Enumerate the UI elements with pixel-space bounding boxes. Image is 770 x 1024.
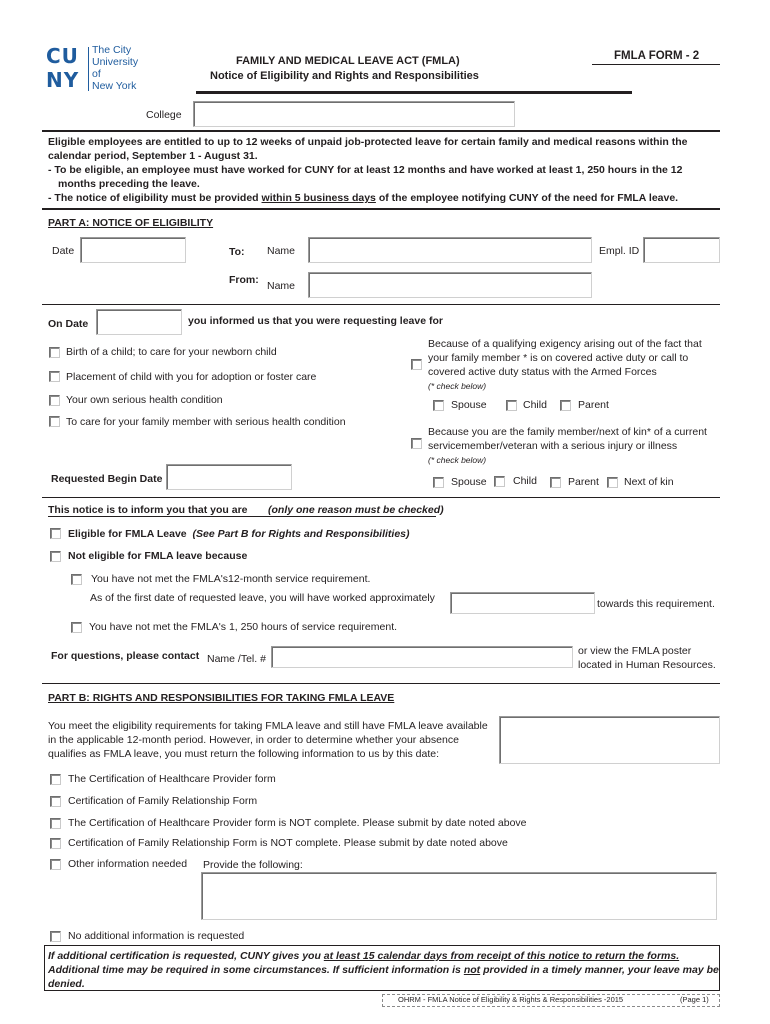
relationship-incomplete-checkbox[interactable] bbox=[50, 838, 61, 849]
notice-underline bbox=[48, 516, 436, 517]
from-name-field[interactable] bbox=[308, 272, 592, 298]
not-met-hours-checkbox[interactable] bbox=[71, 622, 82, 633]
logo-letters-bottom: NY bbox=[46, 68, 80, 92]
notice-inform-text: This notice is to inform you that you are bbox=[48, 504, 248, 516]
intro-line-5-emphasis: within 5 business days bbox=[261, 192, 376, 204]
footer-note-line-1-a: If additional certification is requested, CUNY gives you bbox=[48, 950, 324, 962]
intro-line-5-c: of the employee notifying CUNY of the need for FMLA leave. bbox=[375, 192, 679, 204]
exigency-parent-label: Parent bbox=[578, 399, 609, 411]
footer-note-line-1 bbox=[48, 950, 679, 962]
kin-parent-label: Parent bbox=[568, 476, 599, 488]
part-b-para-line-1: You meet the eligibility requirements for taking FMLA leave and still have FMLA leave available bbox=[48, 720, 488, 732]
date-field[interactable] bbox=[80, 237, 186, 263]
not-eligible-checkbox[interactable] bbox=[50, 551, 61, 562]
exigency-child-checkbox[interactable] bbox=[506, 400, 517, 411]
other-info-label: Other information needed bbox=[68, 858, 188, 870]
part-b-para-line-3: qualifies as FMLA leave, you must return the following information to us by this date: bbox=[48, 748, 440, 760]
intro-line-1: Eligible employees are entitled to up to 12 weeks of unpaid job-protected leave for certain family and medical reasons within the bbox=[48, 136, 688, 148]
reason-placement-label: Placement of child with you for adoption or foster care bbox=[66, 371, 317, 383]
provide-label: Provide the following: bbox=[203, 859, 303, 871]
towards-text: towards this requirement. bbox=[597, 598, 715, 610]
form-title: FAMILY AND MEDICAL LEAVE ACT (FMLA) bbox=[236, 55, 460, 67]
healthcare-incomplete-label: The Certification of Healthcare Provider form is NOT complete. Please submit by date noted above bbox=[68, 817, 527, 829]
college-field[interactable] bbox=[193, 101, 515, 127]
relationship-incomplete-label: Certification of Family Relationship Form is NOT complete. Please submit by date noted above bbox=[68, 837, 508, 849]
to-label: To: bbox=[229, 246, 245, 258]
check-below-1: (* check below) bbox=[428, 381, 487, 391]
requested-begin-label: Requested Begin Date bbox=[51, 473, 163, 485]
logo-line-3: of bbox=[92, 68, 101, 80]
exigency-parent-checkbox[interactable] bbox=[560, 400, 571, 411]
exigency-line-2: your family member * is on covered active duty or call to bbox=[428, 352, 689, 364]
footer-note-line-2 bbox=[48, 964, 719, 976]
part-a-divider bbox=[42, 304, 720, 305]
eligible-checkbox[interactable] bbox=[50, 528, 61, 539]
exigency-child-label: Child bbox=[523, 399, 547, 411]
page-number: (Page 1) bbox=[680, 995, 709, 1004]
logo-line-1: The City bbox=[92, 44, 132, 56]
provide-following-field[interactable] bbox=[201, 872, 717, 920]
footer-note-line-2-c: provided in a timely manner, your leave may be bbox=[480, 964, 719, 976]
logo-line-4: New York bbox=[92, 80, 137, 92]
footer-note-line-1-b: at least 15 calendar days from receipt of this notice to return the forms. bbox=[323, 950, 680, 962]
other-info-checkbox[interactable] bbox=[50, 859, 61, 870]
not-met-12-month-label: You have not met the FMLA's12-month service requirement. bbox=[91, 573, 371, 585]
healthcare-incomplete-checkbox[interactable] bbox=[50, 818, 61, 829]
part-b-para-line-2: in the applicable 12-month period. However, in order to determine whether your absence bbox=[48, 734, 459, 746]
footer-note-line-2-a: Additional time may be required in some circumstances. If sufficient information is bbox=[48, 964, 464, 976]
part-b-heading: PART B: RIGHTS AND RESPONSIBILITIES FOR TAKING FMLA LEAVE bbox=[48, 692, 395, 704]
kin-parent-checkbox[interactable] bbox=[550, 477, 561, 488]
return-by-date-field[interactable] bbox=[499, 716, 720, 764]
eligible-label bbox=[68, 528, 410, 540]
kin-line-1: Because you are the family member/next of kin* of a current bbox=[428, 426, 707, 438]
from-label: From: bbox=[229, 274, 259, 286]
logo-line-2: University bbox=[92, 56, 139, 68]
kin-next-of-kin-checkbox[interactable] bbox=[607, 477, 618, 488]
reason-own-health-checkbox[interactable] bbox=[49, 395, 60, 406]
empl-id-field[interactable] bbox=[643, 237, 720, 263]
exigency-spouse-label: Spouse bbox=[451, 399, 487, 411]
intro-line-4: months preceding the leave. bbox=[58, 178, 200, 190]
name-tel-label: Name /Tel. # bbox=[207, 653, 266, 665]
healthcare-provider-label: The Certification of Healthcare Provider form bbox=[68, 773, 276, 785]
kin-child-checkbox[interactable] bbox=[494, 476, 505, 487]
intro-line-3: - To be eligible, an employee must have worked for CUNY for at least 12 months and have worked at least 1, 250 hours in the 12 bbox=[48, 164, 683, 176]
on-date-label: On Date bbox=[48, 318, 89, 330]
exigency-spouse-checkbox[interactable] bbox=[433, 400, 444, 411]
intro-bottom-rule bbox=[42, 208, 720, 210]
family-relationship-checkbox[interactable] bbox=[50, 796, 61, 807]
from-name-label: Name bbox=[267, 280, 296, 292]
informed-text: you informed us that you were requesting leave for bbox=[188, 315, 443, 327]
part-b-divider bbox=[42, 683, 720, 684]
questions-label: For questions, please contact bbox=[51, 650, 200, 662]
eligibility-divider bbox=[42, 497, 720, 498]
only-one-note: (only one reason must be checked) bbox=[268, 504, 444, 516]
exigency-line-1: Because of a qualifying exigency arising out of the fact that bbox=[428, 338, 702, 350]
kin-spouse-label: Spouse bbox=[451, 476, 487, 488]
intro-top-rule bbox=[42, 130, 720, 132]
date-label: Date bbox=[52, 245, 75, 257]
no-additional-checkbox[interactable] bbox=[50, 931, 61, 942]
contact-name-tel-field[interactable] bbox=[271, 646, 573, 668]
requested-begin-field[interactable] bbox=[166, 464, 292, 490]
kin-spouse-checkbox[interactable] bbox=[433, 477, 444, 488]
reason-exigency-checkbox[interactable] bbox=[411, 359, 422, 370]
reason-birth-checkbox[interactable] bbox=[49, 347, 60, 358]
hours-worked-field[interactable] bbox=[450, 592, 595, 614]
form-id: FMLA FORM - 2 bbox=[614, 50, 700, 62]
form-subtitle: Notice of Eligibility and Rights and Responsibilities bbox=[210, 70, 479, 82]
poster-line-2: located in Human Resources. bbox=[578, 659, 716, 671]
intro-line-5 bbox=[48, 192, 678, 204]
header-rule bbox=[196, 91, 632, 94]
logo-divider bbox=[88, 47, 89, 91]
family-relationship-label: Certification of Family Relationship Form bbox=[68, 795, 258, 807]
form-id-rule bbox=[592, 64, 720, 65]
empl-id-label: Empl. ID bbox=[599, 245, 640, 257]
not-met-hours-label: You have not met the FMLA's 1, 250 hours of service requirement. bbox=[89, 621, 398, 633]
reason-placement-checkbox[interactable] bbox=[49, 371, 60, 382]
footer-note-line-2-b: not bbox=[463, 964, 481, 976]
footer-note-line-3: denied. bbox=[48, 978, 85, 990]
to-name-field[interactable] bbox=[308, 237, 592, 263]
college-label: College bbox=[146, 109, 182, 121]
intro-line-2: calendar period, September 1 - August 31. bbox=[48, 150, 258, 162]
eligible-label-text: Eligible for FMLA Leave bbox=[68, 528, 187, 540]
eligible-note: (See Part B for Rights and Responsibilities) bbox=[192, 528, 410, 540]
exigency-line-3: covered active duty status with the Armed Forces bbox=[428, 366, 657, 378]
kin-line-2: servicemember/veteran with a serious injury or illness bbox=[428, 440, 678, 452]
healthcare-provider-checkbox[interactable] bbox=[50, 774, 61, 785]
logo-letters-top: CU bbox=[46, 44, 79, 68]
form-reference: OHRM - FMLA Notice of Eligibility & Rights & Responsibilities -2015 bbox=[398, 995, 624, 1004]
reason-birth-label: Birth of a child; to care for your newborn child bbox=[66, 346, 277, 358]
intro-line-5-a: - The notice of eligibility must be provided bbox=[48, 192, 262, 204]
reason-family-health-label: To care for your family member with serious health condition bbox=[66, 416, 346, 428]
kin-child-label: Child bbox=[513, 475, 537, 487]
not-met-12-month-checkbox[interactable] bbox=[71, 574, 82, 585]
reason-own-health-label: Your own serious health condition bbox=[66, 394, 223, 406]
check-below-2: (* check below) bbox=[428, 455, 487, 465]
to-name-label: Name bbox=[267, 245, 296, 257]
not-eligible-label: Not eligible for FMLA leave because bbox=[68, 550, 248, 562]
part-a-heading: PART A: NOTICE OF ELIGIBILITY bbox=[48, 217, 214, 229]
no-additional-label: No additional information is requested bbox=[68, 930, 245, 942]
kin-next-of-kin-label: Next of kin bbox=[624, 476, 674, 488]
reason-kin-checkbox[interactable] bbox=[411, 438, 422, 449]
reason-family-health-checkbox[interactable] bbox=[49, 416, 60, 427]
on-date-field[interactable] bbox=[96, 309, 182, 335]
as-of-text: As of the first date of requested leave, you will have worked approximately bbox=[90, 592, 435, 604]
poster-line-1: or view the FMLA poster bbox=[578, 645, 692, 657]
